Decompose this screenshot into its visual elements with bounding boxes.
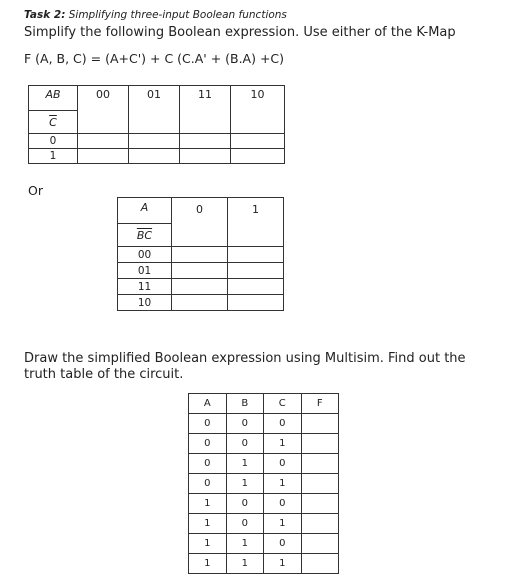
truth-cell-f[interactable] bbox=[301, 434, 339, 454]
truth-cell-f[interactable] bbox=[301, 554, 339, 574]
truth-cell-b: 1 bbox=[226, 534, 264, 554]
kmap2-cell[interactable] bbox=[228, 263, 284, 279]
kmap1-cell[interactable] bbox=[78, 134, 129, 149]
truth-cell-a: 0 bbox=[189, 454, 227, 474]
kmap1-header-row bbox=[29, 86, 285, 111]
truth-table-row bbox=[189, 414, 339, 434]
truth-cell-c: 1 bbox=[264, 434, 302, 454]
truth-cell-c: 1 bbox=[264, 514, 302, 534]
kmap2-cell[interactable] bbox=[172, 295, 228, 311]
truth-cell-f[interactable] bbox=[301, 474, 339, 494]
truth-cell-a: 0 bbox=[189, 434, 227, 454]
truth-cell-a: 0 bbox=[189, 474, 227, 494]
kmap1-cell[interactable] bbox=[129, 134, 180, 149]
truth-cell-b: 0 bbox=[226, 434, 264, 454]
truth-cell-a: 1 bbox=[189, 554, 227, 574]
kmap2-row bbox=[118, 295, 284, 311]
kmap2-row-header: 00 bbox=[118, 247, 172, 263]
kmap-ab-c bbox=[28, 85, 285, 164]
instruction-text: Simplify the following Boolean expression. Use either of the K-Map bbox=[24, 25, 456, 40]
task-title: Simplifying three-input Boolean functions bbox=[68, 9, 287, 21]
kmap1-row-header: 0 bbox=[29, 134, 78, 149]
truth-table-header-row bbox=[189, 394, 339, 414]
truth-cell-c: 0 bbox=[264, 414, 302, 434]
kmap2-row bbox=[118, 263, 284, 279]
truth-table bbox=[188, 393, 339, 574]
truth-cell-b: 1 bbox=[226, 454, 264, 474]
kmap2-bc-bar: $\overline{BC}$ bbox=[136, 228, 153, 242]
kmap1-col-header: 00 bbox=[78, 86, 129, 134]
kmap2-cell[interactable] bbox=[172, 263, 228, 279]
kmap2-cell[interactable] bbox=[172, 279, 228, 295]
multisim-instruction-line-2: truth table of the circuit. bbox=[24, 367, 184, 382]
truth-cell-b: 0 bbox=[226, 414, 264, 434]
kmap1-cell[interactable] bbox=[129, 149, 180, 164]
truth-cell-a: 0 bbox=[189, 414, 227, 434]
truth-cell-f[interactable] bbox=[301, 494, 339, 514]
truth-cell-f[interactable] bbox=[301, 514, 339, 534]
kmap2-cell[interactable] bbox=[228, 247, 284, 263]
task-heading bbox=[24, 9, 287, 21]
kmap1-corner-bottom bbox=[29, 111, 78, 134]
kmap1-cell[interactable] bbox=[180, 149, 231, 164]
task-label: Task 2: bbox=[24, 9, 66, 21]
truth-cell-b: 0 bbox=[226, 514, 264, 534]
kmap2-cell[interactable] bbox=[228, 295, 284, 311]
kmap1-cell[interactable] bbox=[231, 149, 285, 164]
or-label: Or bbox=[28, 183, 43, 198]
kmap1-col-header: 11 bbox=[180, 86, 231, 134]
kmap2-row-header: 10 bbox=[118, 295, 172, 311]
kmap2-row-header: 11 bbox=[118, 279, 172, 295]
kmap2-col-header: 0 bbox=[172, 198, 228, 247]
truth-table-row bbox=[189, 514, 339, 534]
truth-cell-a: 1 bbox=[189, 534, 227, 554]
kmap2-col-header: 1 bbox=[228, 198, 284, 247]
truth-table-row bbox=[189, 434, 339, 454]
kmap2-cell[interactable] bbox=[228, 279, 284, 295]
truth-header-b: B bbox=[226, 394, 264, 414]
truth-header-f: F bbox=[301, 394, 339, 414]
truth-header-a: A bbox=[189, 394, 227, 414]
truth-cell-c: 1 bbox=[264, 474, 302, 494]
truth-cell-a: 1 bbox=[189, 494, 227, 514]
truth-cell-b: 0 bbox=[226, 494, 264, 514]
kmap2-cell[interactable] bbox=[172, 247, 228, 263]
truth-header-c: C bbox=[264, 394, 302, 414]
kmap1-c-bar: $\overline{C}$ bbox=[49, 115, 57, 129]
truth-table-row bbox=[189, 494, 339, 514]
truth-cell-c: 0 bbox=[264, 534, 302, 554]
truth-table-row bbox=[189, 554, 339, 574]
truth-cell-c: 0 bbox=[264, 454, 302, 474]
truth-cell-f[interactable] bbox=[301, 454, 339, 474]
truth-cell-a: 1 bbox=[189, 514, 227, 534]
kmap2-corner-bottom bbox=[118, 224, 172, 247]
kmap-a-bc bbox=[117, 197, 284, 311]
kmap2-row bbox=[118, 279, 284, 295]
kmap1-col-header: 01 bbox=[129, 86, 180, 134]
kmap1-col-header: 10 bbox=[231, 86, 285, 134]
truth-table-row bbox=[189, 454, 339, 474]
kmap1-cell[interactable] bbox=[231, 134, 285, 149]
truth-cell-b: 1 bbox=[226, 554, 264, 574]
kmap1-row bbox=[29, 134, 285, 149]
truth-cell-c: 1 bbox=[264, 554, 302, 574]
kmap2-corner-top: A bbox=[118, 198, 172, 224]
truth-table-row bbox=[189, 534, 339, 554]
kmap1-row-header: 1 bbox=[29, 149, 78, 164]
kmap1-cell[interactable] bbox=[78, 149, 129, 164]
truth-cell-f[interactable] bbox=[301, 414, 339, 434]
kmap2-header-row bbox=[118, 198, 284, 224]
kmap1-row bbox=[29, 149, 285, 164]
multisim-instruction-line-1: Draw the simplified Boolean expression using Multisim. Find out the bbox=[24, 351, 466, 366]
truth-cell-f[interactable] bbox=[301, 534, 339, 554]
boolean-expression: F (A, B, C) = (A+C') + C (C.A' + (B.A) +C) bbox=[24, 51, 285, 66]
truth-cell-c: 0 bbox=[264, 494, 302, 514]
kmap1-cell[interactable] bbox=[180, 134, 231, 149]
truth-cell-b: 1 bbox=[226, 474, 264, 494]
kmap1-corner-top: AB bbox=[29, 86, 78, 111]
kmap2-row bbox=[118, 247, 284, 263]
truth-table-row bbox=[189, 474, 339, 494]
kmap2-row-header: 01 bbox=[118, 263, 172, 279]
